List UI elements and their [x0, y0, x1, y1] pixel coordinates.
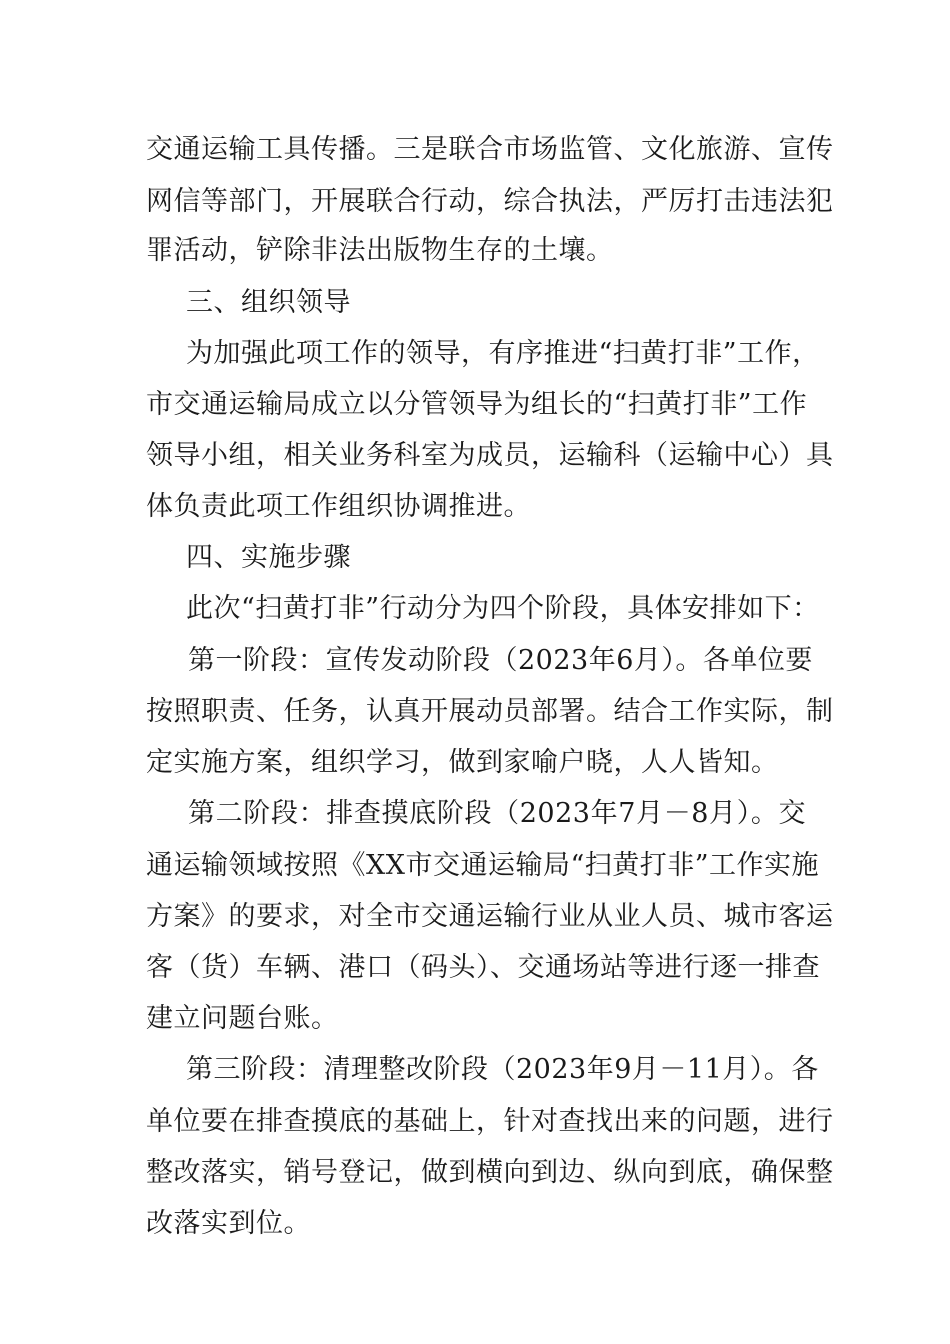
text-line: 第三阶段：清理整改阶段（2023年9月－11月）。各	[186, 1054, 819, 1085]
text-line: 按照职责、任务，认真开展动员部署。结合工作实际，制	[146, 696, 834, 727]
text-line: 第二阶段：排查摸底阶段（2023年7月－8月）。交	[188, 798, 806, 829]
text-line: 为加强此项工作的领导，有序推进“扫黄打非”工作，	[186, 338, 820, 369]
text-line: 交通运输工具传播。三是联合市场监管、文化旅游、宣传	[146, 134, 834, 165]
section-heading: 四、实施步骤	[186, 542, 351, 573]
text-line: 市交通运输局成立以分管领导为组长的“扫黄打非”工作	[146, 389, 808, 420]
text-line: 网信等部门，开展联合行动，综合执法，严厉打击违法犯	[146, 186, 834, 217]
text-line: 定实施方案，组织学习，做到家喻户晓，人人皆知。	[146, 747, 779, 778]
text-line: 领导小组，相关业务科室为成员，运输科（运输中心）具	[146, 440, 834, 471]
text-line: 此次“扫黄打非”行动分为四个阶段，具体安排如下：	[186, 593, 820, 624]
section-heading: 三、组织领导	[186, 287, 351, 318]
text-line: 单位要在排查摸底的基础上，针对查找出来的问题，进行	[146, 1106, 834, 1137]
text-line: 改落实到位。	[146, 1208, 311, 1239]
text-line: 罪活动，铲除非法出版物生存的土壤。	[146, 235, 614, 266]
text-line: 整改落实，销号登记，做到横向到边、纵向到底，确保整	[146, 1157, 834, 1188]
text-line: 方案》的要求，对全市交通运输行业从业人员、城市客运	[146, 901, 834, 932]
text-line: 建立问题台账。	[146, 1003, 339, 1034]
text-line: 通运输领域按照《XX市交通运输局“扫黄打非”工作实施	[146, 850, 820, 881]
text-line: 第一阶段：宣传发动阶段（2023年6月）。各单位要	[188, 645, 813, 676]
text-line: 体负责此项工作组织协调推进。	[146, 491, 531, 522]
text-line: 客（货）车辆、港口（码头）、交通场站等进行逐一排查	[146, 952, 820, 983]
